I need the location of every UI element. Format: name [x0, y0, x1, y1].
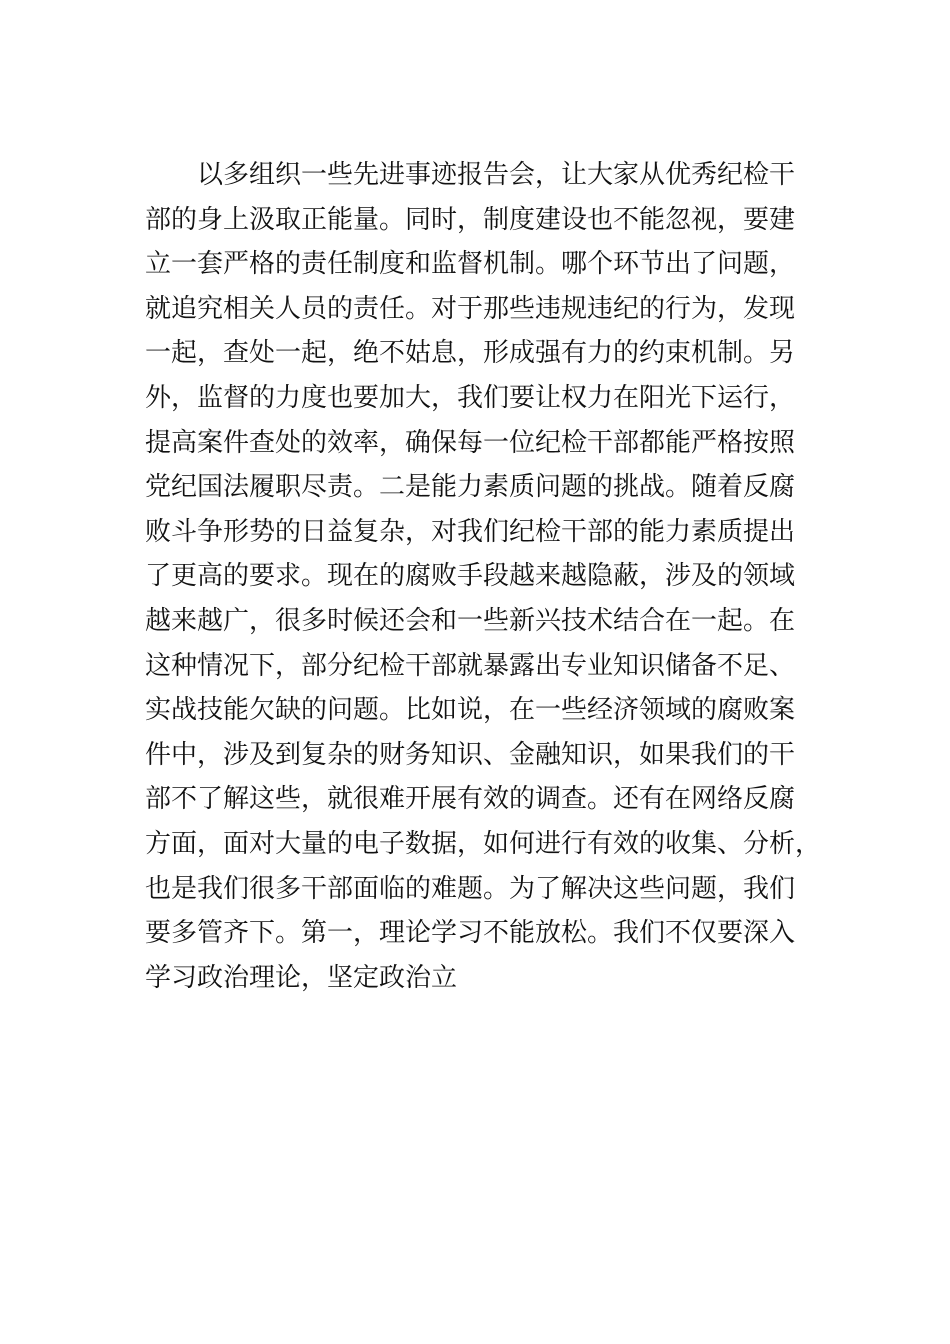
- text-line: 党纪国法履职尽责。二是能力素质问题的挑战。随着反腐: [145, 472, 796, 503]
- text-line: 败斗争形势的日益复杂，对我们纪检干部的能力素质提出: [145, 516, 796, 547]
- text-line: 学习政治理论，坚定政治立: [145, 962, 458, 993]
- text-line: 提高案件查处的效率，确保每一位纪检干部都能严格按照: [145, 427, 796, 458]
- text-line: 立一套严格的责任制度和监督机制。哪个环节出了问题，: [145, 249, 796, 280]
- text-line: 部的身上汲取正能量。同时，制度建设也不能忽视，要建: [145, 204, 796, 235]
- text-line: 要多管齐下。第一，理论学习不能放松。我们不仅要深入: [145, 918, 796, 949]
- text-line: 就追究相关人员的责任。对于那些违规违纪的行为，发现: [145, 293, 796, 324]
- text-line: 了更高的要求。现在的腐败手段越来越隐蔽，涉及的领域: [145, 561, 796, 592]
- text-line: 部不了解这些，就很难开展有效的调查。还有在网络反腐: [145, 784, 796, 815]
- text-line: 实战技能欠缺的问题。比如说，在一些经济领域的腐败案: [145, 695, 796, 726]
- text-line: 这种情况下，部分纪检干部就暴露出专业知识储备不足、: [145, 650, 796, 681]
- text-line: 方面，面对大量的电子数据，如何进行有效的收集、分析，: [145, 828, 822, 859]
- text-line: 件中，涉及到复杂的财务知识、金融知识，如果我们的干: [145, 739, 796, 770]
- text-line: 以多组织一些先进事迹报告会，让大家从优秀纪检干: [145, 160, 796, 190]
- text-line: 外，监督的力度也要加大，我们要让权力在阳光下运行，: [145, 382, 796, 413]
- text-line: 也是我们很多干部面临的难题。为了解决这些问题，我们: [145, 873, 796, 904]
- text-line: 一起，查处一起，绝不姑息，形成强有力的约束机制。另: [145, 338, 796, 369]
- text-line: 越来越广，很多时候还会和一些新兴技术结合在一起。在: [145, 605, 796, 636]
- body-paragraph: [145, 153, 825, 1000]
